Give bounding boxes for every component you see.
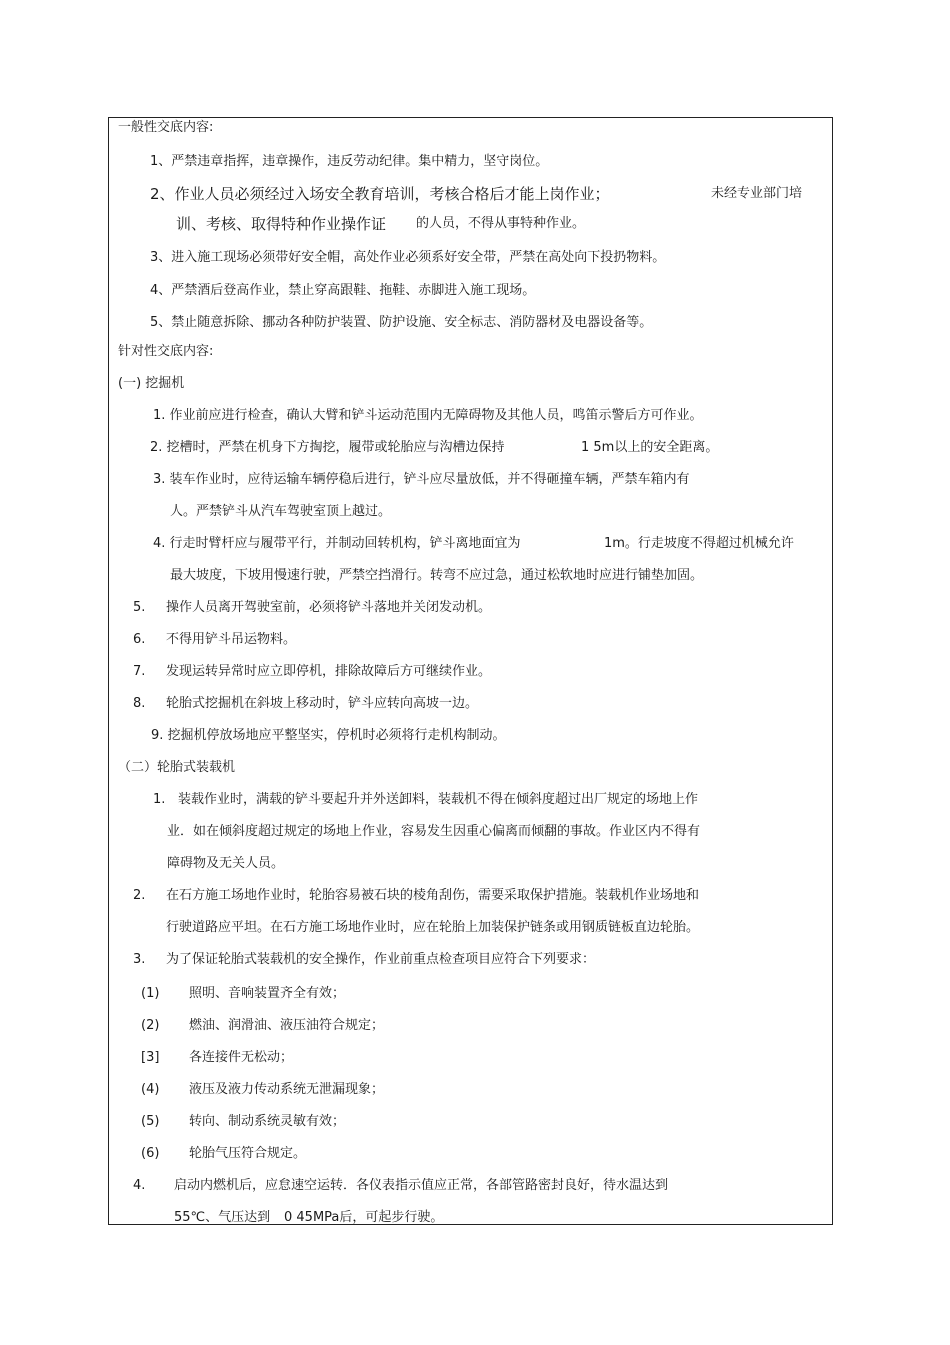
general-item-2-cont: 训、考核、取得特种作业操作证: [176, 215, 387, 233]
check-num-6: (6): [141, 1146, 160, 1161]
loader-line-2: 在石方施工场地作业时，轮胎容易被石块的棱角刮伤，需要采取保护措施。装载机作业场地和: [166, 888, 700, 903]
loader-line-1: 装载作业时，满载的铲斗要起升并外送卸料，装载机不得在倾斜度超过出厂规定的场地上作: [178, 792, 699, 807]
excavator-line-6: 不得用铲斗吊运物料。: [166, 632, 297, 647]
check-num-2: (2): [141, 1018, 160, 1033]
check-item-4: 液压及液力传动系统无泄漏现象；: [189, 1082, 385, 1097]
loader-line-2-cont: 行驶道路应平坦。在石方施工场地作业时，应在轮胎上加装保护链条或用钢质链板直边轮胎。: [166, 920, 700, 935]
excavator-line-4-tail: 1m。行走坡度不得超过机械允许: [604, 536, 794, 551]
specific-heading: 针对性交底内容:: [118, 344, 214, 359]
check-item-5: 转向、制动系统灵敏有效；: [189, 1114, 346, 1129]
check-item-6: 轮胎气压符合规定。: [189, 1146, 307, 1161]
loader-title: （二）轮胎式装载机: [118, 760, 236, 775]
general-heading: 一般性交底内容:: [118, 120, 214, 135]
general-item-2-right: 未经专业部门培: [711, 186, 803, 201]
excavator-line-1: 1. 作业前应进行检查，确认大臂和铲斗运动范围内无障碍物及其他人员，鸣笛示警后方可作业。: [153, 408, 703, 423]
excavator-line-4-cont: 最大坡度，下坡用慢速行驶，严禁空挡滑行。转弯不应过急，通过松软地时应进行铺垫加固。: [170, 568, 704, 583]
loader-num-2: 2.: [133, 888, 146, 903]
excavator-line-8: 轮胎式挖掘机在斜坡上移动时，铲斗应转向高坡一边。: [166, 696, 479, 711]
excavator-num-6: 6.: [133, 632, 146, 647]
general-item-5: 5、禁止随意拆除、挪动各种防护装置、防护设施、安全标志、消防器材及电器设备等。: [150, 315, 653, 330]
excavator-line-9: 9. 挖掘机停放场地应平整坚实，停机时必须将行走机构制动。: [151, 728, 506, 743]
excavator-line-4: 4. 行走时臂杆应与履带平行，并制动回转机构，铲斗离地面宜为: [153, 536, 521, 551]
loader-line-4-tail: 0 45MPa后，可起步行驶。: [284, 1210, 444, 1225]
loader-num-1: 1.: [153, 792, 166, 807]
excavator-num-5: 5.: [133, 600, 146, 615]
check-item-2: 燃油、润滑油、液压油符合规定；: [189, 1018, 385, 1033]
loader-num-3: 3.: [133, 952, 146, 967]
excavator-line-2: 2. 挖槽时，严禁在机身下方掏挖，履带或轮胎应与沟槽边保持: [150, 440, 505, 455]
check-num-3: [3]: [141, 1050, 160, 1065]
loader-line-3: 为了保证轮胎式装载机的安全操作，作业前重点检查项目应符合下列要求：: [166, 952, 596, 967]
excavator-num-8: 8.: [133, 696, 146, 711]
general-item-2: 2、作业人员必须经过入场安全教育培训，考核合格后才能上岗作业；: [150, 185, 610, 203]
general-item-3: 3、进入施工现场必须带好安全帽，高处作业必须系好安全带，严禁在高处向下投扔物料。: [150, 250, 666, 265]
loader-line-4-cont: 55℃、气压达到: [174, 1210, 271, 1225]
check-item-1: 照明、音响装置齐全有效；: [189, 986, 346, 1001]
excavator-num-7: 7.: [133, 664, 146, 679]
excavator-line-5: 操作人员离开驾驶室前，必须将铲斗落地并关闭发动机。: [166, 600, 492, 615]
check-num-5: (5): [141, 1114, 160, 1129]
check-num-1: (1): [141, 986, 160, 1001]
loader-line-1-cont: 业．如在倾斜度超过规定的场地上作业，容易发生因重心偏离而倾翻的事故。作业区内不得有: [167, 824, 701, 839]
excavator-line-7: 发现运转异常时应立即停机，排除故障后方可继续作业。: [166, 664, 492, 679]
loader-line-4: 启动内燃机后，应怠速空运转．各仪表指示值应正常，各部管路密封良好，待水温达到: [174, 1178, 669, 1193]
general-item-1: 1、严禁违章指挥，违章操作，违反劳动纪律。集中精力，坚守岗位。: [150, 154, 549, 169]
excavator-line-3-cont: 人。严禁铲斗从汽车驾驶室顶上越过。: [170, 504, 392, 519]
general-item-4: 4、严禁酒后登高作业，禁止穿高跟鞋、拖鞋、赤脚进入施工现场。: [150, 283, 536, 298]
loader-line-1-end: 障碍物及无关人员。: [167, 856, 285, 871]
general-item-2-tail: 的人员，不得从事特种作业。: [416, 216, 586, 231]
excavator-line-2-tail: 1 5m以上的安全距离。: [581, 440, 719, 455]
check-num-4: (4): [141, 1082, 160, 1097]
loader-num-4: 4.: [133, 1178, 146, 1193]
excavator-title: (一) 挖掘机: [118, 376, 185, 391]
check-item-3: 各连接件无松动；: [189, 1050, 294, 1065]
excavator-line-3: 3. 装车作业时，应待运输车辆停稳后进行，铲斗应尽量放低，并不得砸撞车辆，严禁车箱内有: [153, 472, 690, 487]
